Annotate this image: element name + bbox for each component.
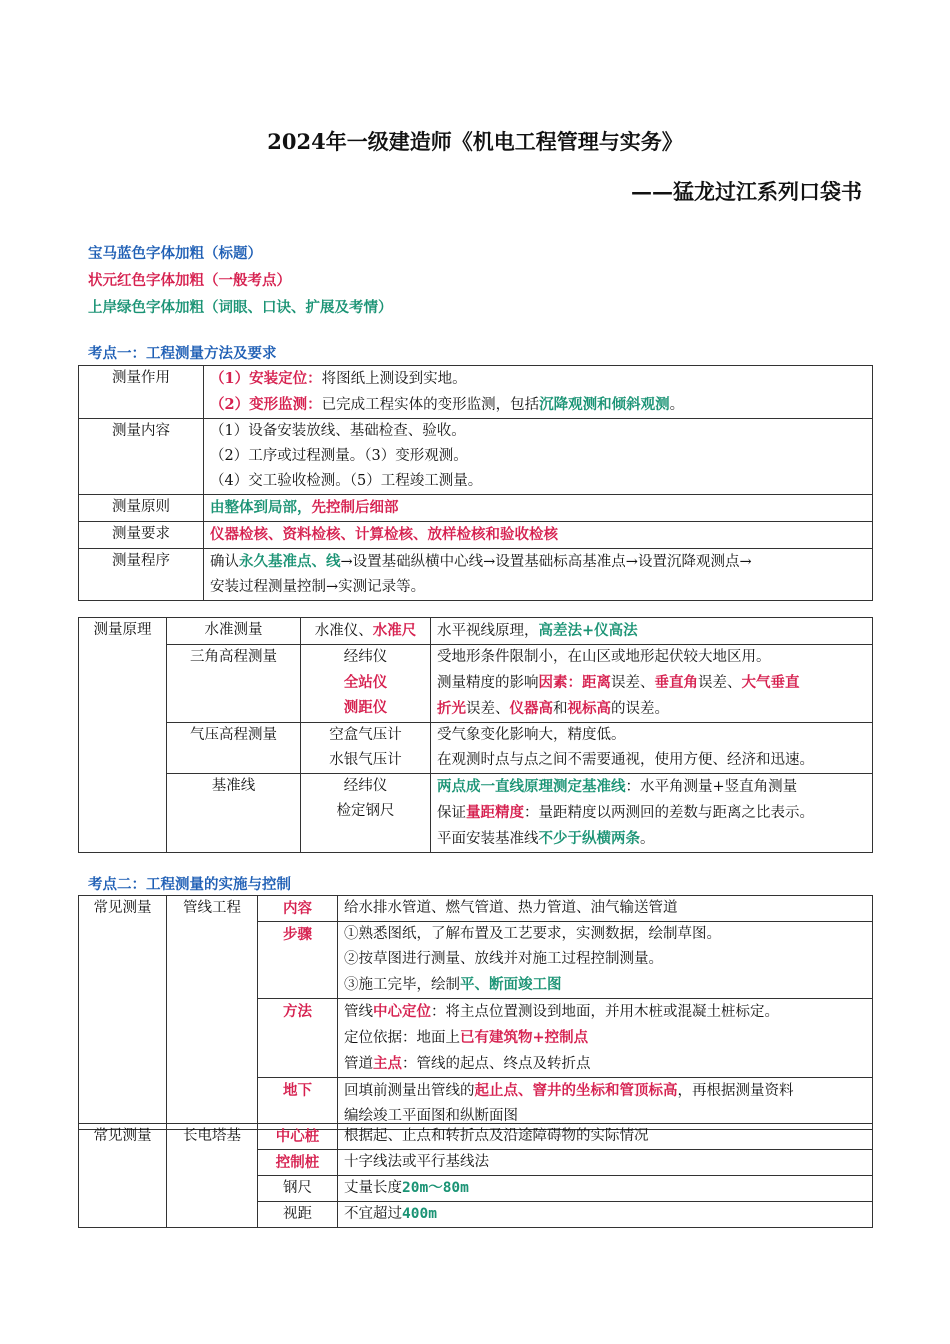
text: →设置基础纵横中心线→设置基础标高基准点→设置沉降观测点→: [340, 554, 752, 570]
table-row: [79, 549, 873, 601]
desc-cell: [338, 1176, 873, 1202]
key-cell: 方法: [258, 999, 338, 1078]
key-cell: 步骤: [258, 922, 338, 999]
text: （2）工序或过程测量。（3）变形观测。: [210, 448, 468, 464]
term-red: 垂直角: [654, 674, 698, 691]
row-label: 测量原理: [79, 618, 167, 853]
text: 水平视线原理，: [437, 623, 539, 639]
term-red: 仪器检核、资料检核、计算检核、放样检核和验收检核: [210, 526, 558, 543]
term-red: 折光: [437, 700, 466, 717]
subcategory-cell: 管线工程: [167, 896, 258, 1130]
text: 平面安装基准线: [437, 831, 539, 847]
implementation-control-table: [78, 895, 873, 1130]
text: 和: [553, 701, 568, 717]
page-subtitle: ——猛龙过江系列口袋书: [631, 179, 862, 204]
table-row: [79, 419, 873, 495]
row-content: [204, 419, 873, 495]
desc-cell: [431, 774, 873, 853]
desc-cell: [338, 922, 873, 999]
desc-cell: 根据起、止点和转折点及沿途障碍物的实际情况: [338, 1124, 873, 1150]
row-label: 测量内容: [79, 419, 204, 495]
table-row: [79, 495, 873, 522]
key-cell: 视距: [258, 1202, 338, 1228]
row-content: [204, 495, 873, 522]
text: ：量距精度以两测回的差数与距离之比表示。: [524, 805, 814, 821]
key-cell: 中心桩: [258, 1124, 338, 1150]
text: 不宜超过: [344, 1206, 402, 1222]
text: 空盒气压计: [329, 727, 402, 743]
category-cell: 常见测量: [79, 896, 167, 1130]
text: 回填前测量出管线的: [344, 1083, 475, 1099]
term-red: 大气垂直: [741, 674, 800, 691]
text: ②按草图进行测量、放线并对施工过程控制测量。: [344, 951, 663, 967]
instrument-cell: [301, 645, 431, 723]
term-green: 平、断面竣工图: [460, 976, 562, 993]
term-red: 全站仪: [343, 674, 388, 691]
text: 编绘竣工平面图和纵断面图: [344, 1108, 518, 1124]
term-green: 永久基准点、线: [239, 553, 341, 570]
term-green: 不少于纵横两条: [538, 830, 640, 847]
desc-cell: 十字线法或平行基线法: [338, 1150, 873, 1176]
text: 误差、: [611, 675, 655, 691]
text: 定位依据：地面上: [344, 1030, 460, 1046]
row-label: 测量程序: [79, 549, 204, 601]
term-red: 先控制后细部: [311, 499, 399, 516]
key-cell: 钢尺: [258, 1176, 338, 1202]
legend-green: 上岸绿色字体加粗（词眼、口诀、扩展及考情）: [88, 299, 393, 316]
legend-red: 状元红色字体加粗（一般考点）: [88, 272, 291, 289]
instrument-cell: [301, 723, 431, 774]
row-content: [204, 366, 873, 419]
term-green: 沉降观测和倾斜观测: [539, 396, 670, 413]
term-red: 主点: [373, 1055, 402, 1072]
term-red: 量距精度: [466, 804, 524, 821]
text: ③施工完毕，绘制: [344, 977, 460, 993]
table-row: [79, 366, 873, 419]
term-green: 20m～80m: [402, 1180, 469, 1196]
method-cell: 三角高程测量: [167, 645, 301, 723]
text: 。: [669, 397, 685, 413]
text: 管线: [344, 1004, 373, 1020]
key-cell: 内容: [258, 896, 338, 922]
section1-title: 考点一：工程测量方法及要求: [88, 345, 277, 362]
method-cell: 水准测量: [167, 618, 301, 645]
table-row: [79, 774, 873, 853]
term-red: 仪器高: [509, 700, 553, 717]
term-red: 已有建筑物+控制点: [460, 1029, 589, 1046]
text: 在观测时点与点之间不需要通视，使用方便、经济和迅速。: [437, 752, 814, 768]
row-label: 测量原则: [79, 495, 204, 522]
text: 受地形条件限制小，在山区或地形起伏较大地区用。: [437, 649, 771, 665]
text: （4）交工验收检测。（5）工程竣工测量。: [210, 473, 483, 489]
category-cell: 常见测量: [79, 1124, 167, 1228]
subcategory-cell: 长电塔基: [167, 1124, 258, 1228]
method-cell: 基准线: [167, 774, 301, 853]
desc-cell: [431, 723, 873, 774]
desc-cell: [338, 1078, 873, 1130]
term-red: 因素：距离: [538, 674, 611, 691]
text: ①熟悉图纸，了解布置及工艺要求，实测数据，绘制草图。: [344, 926, 721, 942]
desc-cell: 给水排水管道、燃气管道、热力管道、油气输送管道: [338, 896, 873, 922]
term-green: 400m: [402, 1206, 437, 1222]
row-content: [204, 549, 873, 601]
method-cell: 气压高程测量: [167, 723, 301, 774]
term-red: 水准尺: [372, 622, 417, 639]
page-title: 2024年一级建造师《机电工程管理与实务》: [267, 129, 683, 154]
term-red: 中心定位: [373, 1003, 431, 1020]
table-row: [79, 1124, 873, 1150]
text: 安装过程测量控制→实测记录等。: [210, 579, 426, 595]
row-content: [204, 522, 873, 549]
row-label: 测量要求: [79, 522, 204, 549]
measurement-methods-table: [78, 365, 873, 601]
text: 丈量长度: [344, 1180, 402, 1196]
text: 受气象变化影响大，精度低。: [437, 727, 626, 743]
text: （1）设备安装放线、基础检查、验收。: [210, 423, 466, 439]
key-cell: 地下: [258, 1078, 338, 1130]
table-row: [79, 723, 873, 774]
text: 的误差。: [611, 701, 669, 717]
text: 水准仪、: [314, 623, 373, 639]
tower-foundation-table: [78, 1123, 873, 1228]
desc-cell: [338, 999, 873, 1078]
text: 管道: [344, 1056, 373, 1072]
term-green: 高差法+仪高法: [538, 622, 638, 639]
text: 确认: [210, 554, 239, 570]
text: ，再根据测量资料: [677, 1083, 794, 1099]
text: 。: [640, 831, 655, 847]
legend-blue: 宝马蓝色字体加粗（标题）: [88, 245, 262, 262]
instrument-cell: [301, 618, 431, 645]
key-cell: 控制桩: [258, 1150, 338, 1176]
text: 已完成工程实体的变形监测，包括: [321, 397, 540, 413]
text: ：将主点位置测设到地面，并用木桩或混凝土桩标定。: [431, 1004, 779, 1020]
text: 检定钢尺: [336, 803, 395, 819]
term-red: 起止点、窨井的坐标和管顶标高: [474, 1082, 678, 1099]
row-label: 测量作用: [79, 366, 204, 419]
table-row: [79, 522, 873, 549]
text: 水银气压计: [329, 752, 402, 768]
text: 将图纸上测设到实地。: [321, 371, 467, 387]
text: 误差、: [466, 701, 510, 717]
term-install: （1）安装定位：: [210, 370, 322, 387]
instrument-cell: [301, 774, 431, 853]
desc-cell: [338, 1202, 873, 1228]
text: 测量精度的影响: [437, 675, 539, 691]
table-row: [79, 618, 873, 645]
term-green: 由整体到局部: [210, 499, 297, 516]
desc-cell: [431, 645, 873, 723]
text: 保证: [437, 805, 466, 821]
term-red: 测距仪: [343, 699, 388, 716]
text: 经纬仪: [343, 649, 388, 665]
text: ：水平角测量+竖直角测量: [625, 779, 798, 795]
measurement-principles-table: [78, 617, 873, 853]
table-row: [79, 645, 873, 723]
section2-title: 考点二：工程测量的实施与控制: [88, 876, 291, 893]
term-green: 两点成一直线原理测定基准线: [437, 778, 626, 795]
term-deform: （2）变形监测：: [210, 396, 322, 413]
text: 误差、: [698, 675, 742, 691]
text: 经纬仪: [343, 778, 388, 794]
text: ：管线的起点、终点及转折点: [402, 1056, 591, 1072]
text: ，: [297, 499, 312, 516]
table-row: [79, 896, 873, 922]
color-legend: [88, 240, 393, 321]
desc-cell: [431, 618, 873, 645]
term-red: 视标高: [567, 700, 611, 717]
